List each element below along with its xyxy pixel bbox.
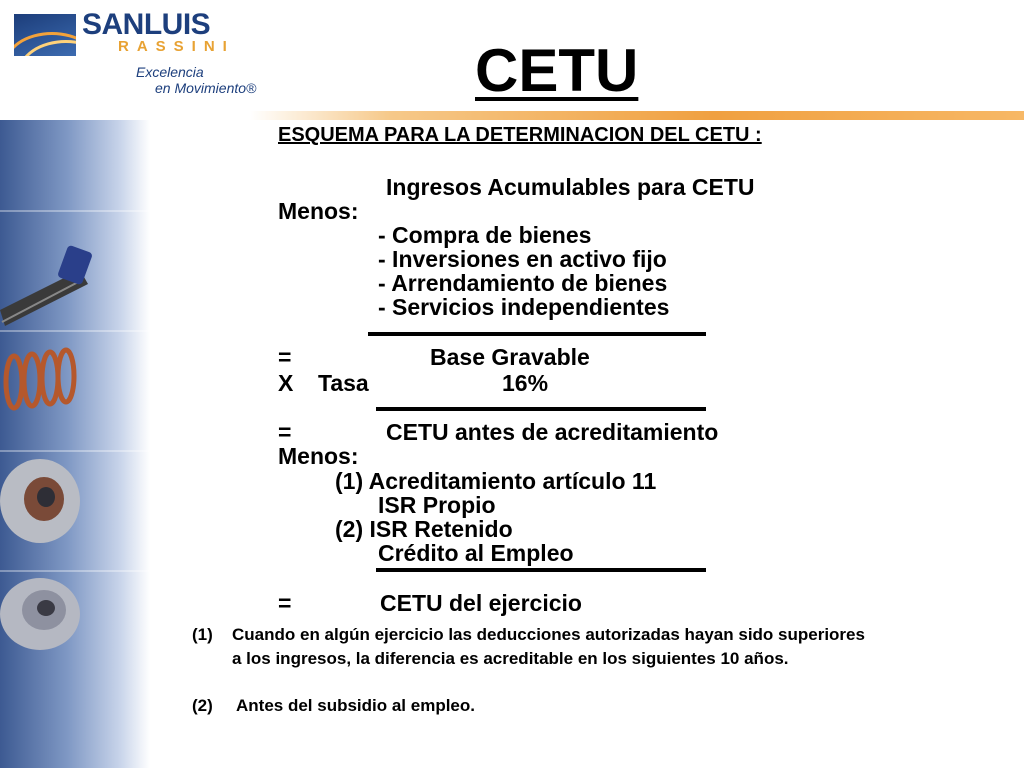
acreditamiento-2: (2) ISR Retenido [335,516,513,542]
separator-3 [376,568,706,572]
footnote-2-text: Antes del subsidio al empleo. [236,696,475,715]
separator-1 [368,332,706,336]
brand-tagline-line1: Excelencia [136,64,204,80]
coil-spring-icon [0,340,80,420]
base-gravable: Base Gravable [430,344,590,370]
base-equals: = [278,344,292,370]
brake-disc-icon [0,455,85,545]
brand-subname: RASSINI [118,38,235,55]
slide-title: CETU [475,37,639,104]
deduccion-inversiones: - Inversiones en activo fijo [378,246,667,272]
tasa-value: 16% [502,370,549,396]
isr-propio: ISR Propio [378,492,496,518]
tasa-label: Tasa [318,370,369,396]
menos-label-2: Menos: [278,443,359,469]
tasa-x: X [278,370,294,396]
menos-label-1: Menos: [278,198,359,224]
deduccion-servicios: - Servicios independientes [378,294,670,320]
deduccion-arrendamiento: - Arrendamiento de bienes [378,270,668,296]
footnote-1-line1: Cuando en algún ejercicio las deducciones autorizadas hayan sido superiores [232,625,865,644]
footnote-1-line2: a los ingresos, la diferencia es acreditable en los siguientes 10 años. [232,649,789,668]
brand-tagline-line2: en Movimiento® [155,80,257,96]
sidebar-decoration [0,120,150,768]
deduccion-compra: - Compra de bienes [378,222,592,248]
antes-equals: = [278,419,292,445]
brake-drum-icon [0,572,85,652]
final-equals: = [278,590,292,616]
footnote-1-marker: (1) [192,625,213,644]
cetu-antes: CETU antes de acreditamiento [386,419,719,445]
brand-name: SANLUIS [82,8,211,41]
cetu-ejercicio: CETU del ejercicio [380,590,582,616]
scheme-heading: ESQUEMA PARA LA DETERMINACION DEL CETU : [278,124,762,146]
header-rule [250,111,1024,120]
acreditamiento-1: (1) Acreditamiento artículo 11 [335,468,657,494]
credito-empleo: Crédito al Empleo [378,540,574,566]
leaf-spring-icon [0,240,110,340]
ingresos-line: Ingresos Acumulables para CETU [386,174,755,200]
brand-logo-icon [14,14,76,56]
footnote-2-marker: (2) [192,696,213,715]
separator-2 [376,407,706,411]
